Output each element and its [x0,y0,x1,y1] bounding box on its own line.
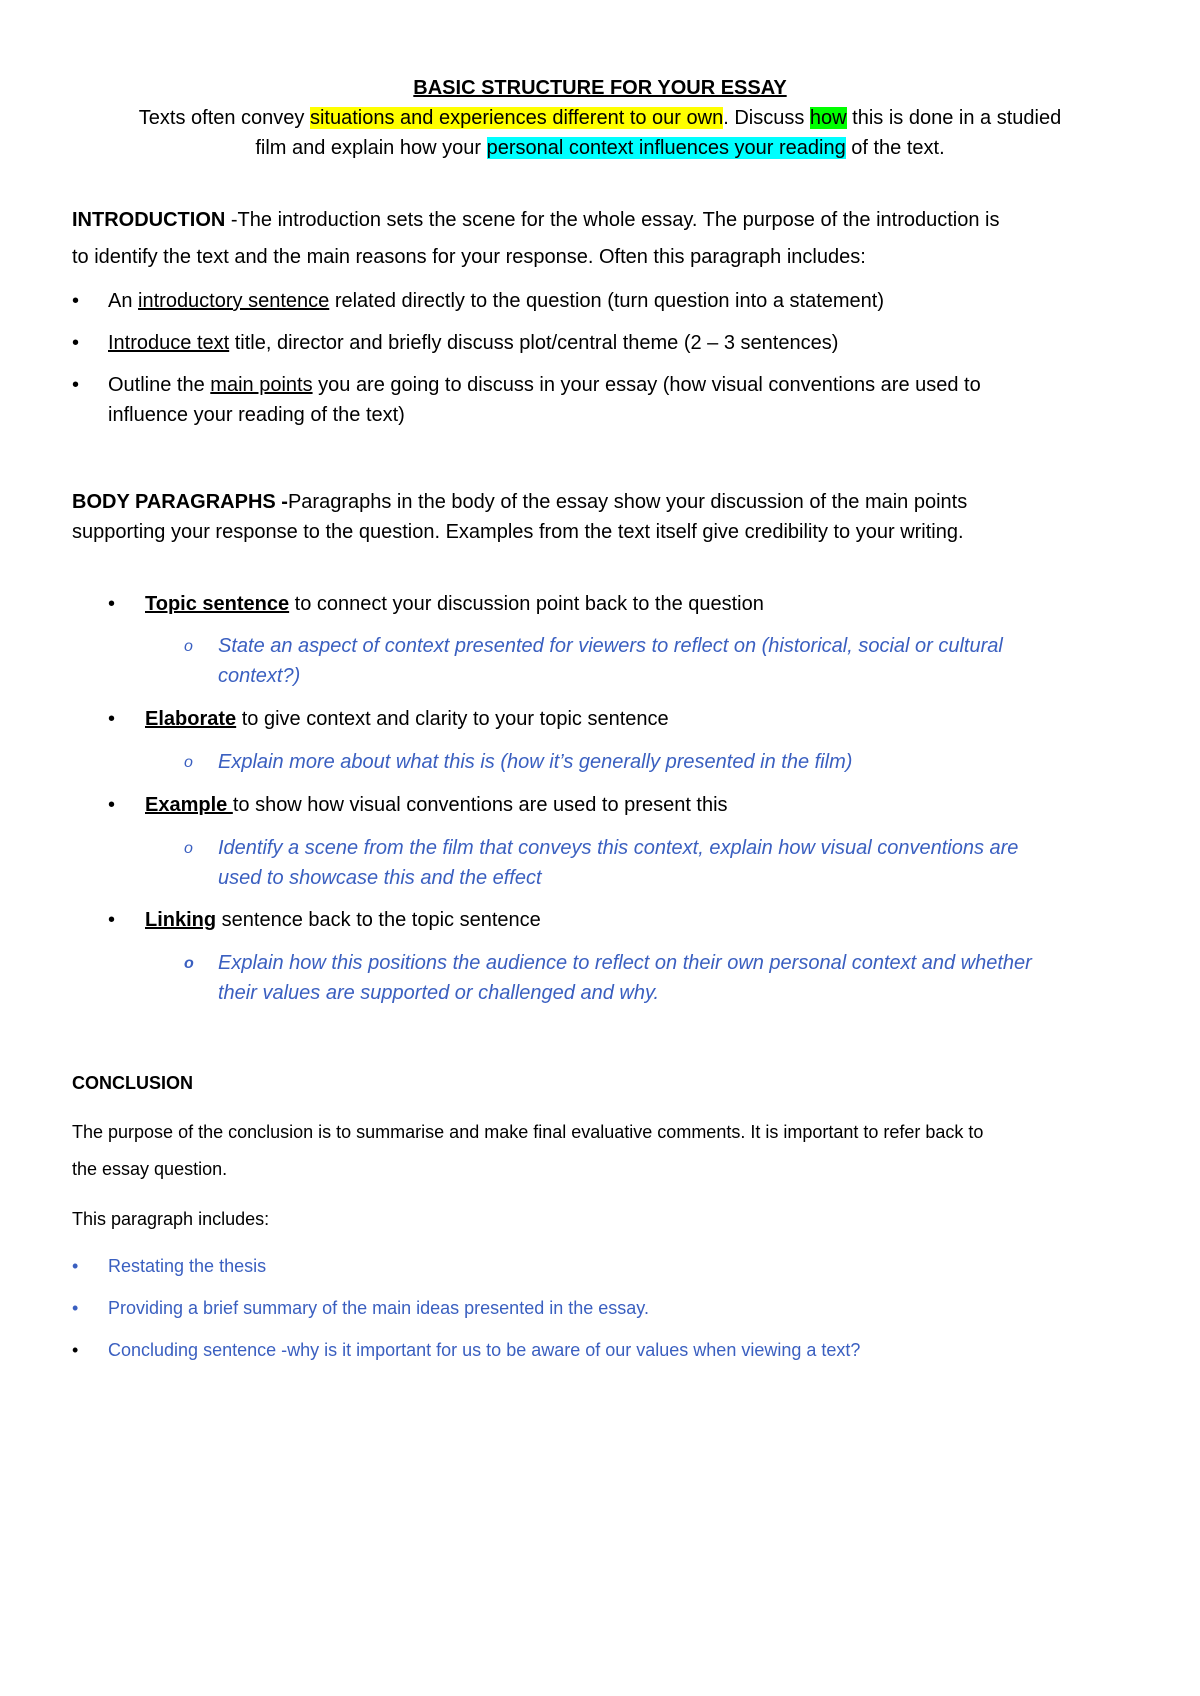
intro-bullet-2 [108,329,838,357]
introduction-paragraph [72,206,999,234]
conclusion-text-line-2: the essay question. [72,1159,228,1179]
circle-bullet-icon: o [184,754,193,771]
conclusion-bullet-1: Restating the thesis [108,1256,267,1276]
sub-item-text: Explain how this positions the audience to reflect on their own personal context and whether [218,952,1032,974]
intro-bullet-1 [108,287,884,315]
item-text: to give context and clarity to your topic sentence [236,708,669,730]
prompt-line-1 [0,104,1200,132]
bullet-icon: • [72,290,80,312]
intro-bullet-3-cont: influence your reading of the text) [108,404,405,426]
bullet-text: An [108,290,139,312]
bullet-icon: • [108,593,116,615]
page-title: BASIC STRUCTURE FOR YOUR ESSAY [413,77,787,99]
sub-item-text-cont: their values are supported or challenged and why. [218,982,660,1004]
bullet-text: title, director and briefly discuss plot/central theme (2 – 3 sentences) [229,332,839,354]
intro-bullet-3 [108,371,981,399]
bullet-text: related directly to the question (turn question into a statement) [329,290,885,312]
bullet-icon: • [72,1298,79,1318]
item-text: to connect your discussion point back to the question [289,593,764,615]
bullet-icon: • [72,374,80,396]
bullet-icon: • [72,332,80,354]
conclusion-bullet-2: Providing a brief summary of the main ideas presented in the essay. [108,1298,649,1318]
sub-item-text: Explain more about what this is (how it’s generally presented in the film) [218,751,853,773]
body-text-line-2: supporting your response to the question. Examples from the text itself give credibility to your writing. [72,521,964,543]
body-item-topic-sentence [145,590,764,618]
bullet-icon: • [108,708,116,730]
highlight-cyan: personal context influences your reading [486,137,846,159]
conclusion-heading: CONCLUSION [72,1073,193,1093]
sub-item-text-cont: used to showcase this and the effect [218,867,542,889]
body-item-linking [145,906,541,934]
circle-bullet-icon: o [184,955,194,972]
item-text: sentence back to the topic sentence [216,909,541,931]
sub-item-text-cont: context?) [218,665,301,687]
body-item-elaborate [145,705,669,733]
conclusion-bullet-3: Concluding sentence -why is it important for us to be aware of our values when viewing a text? [108,1340,861,1360]
bullet-underlined: introductory sentence [138,290,330,312]
highlight-green: how [809,107,847,129]
conclusion-includes: This paragraph includes: [72,1209,270,1229]
introduction-heading: INTRODUCTION [72,209,226,231]
prompt-text: film and explain how your [255,137,487,159]
prompt-text: . Discuss [723,107,810,129]
body-paragraph [72,488,967,516]
sub-item-text: Identify a scene from the film that conveys this context, explain how visual conventions are [218,837,1019,859]
body-item-example [145,791,728,819]
conclusion-text: The purpose of the conclusion is to summarise and make final evaluative comments. It is important to refer back to [72,1122,984,1142]
bullet-underlined: main points [210,374,313,396]
item-label: Linking [145,909,217,931]
bullet-underlined: Introduce text [108,332,230,354]
body-text: Paragraphs in the body of the essay show your discussion of the main points [287,491,968,513]
introduction-text-line-2: to identify the text and the main reasons for your response. Often this paragraph includes: [72,246,866,268]
circle-bullet-icon: o [184,638,193,655]
sub-item-text: State an aspect of context presented for viewers to reflect on (historical, social or cultural [218,635,1003,657]
bullet-text: you are going to discuss in your essay (how visual conventions are used to [312,374,981,396]
bullet-text: Outline the [108,374,211,396]
bullet-icon: • [72,1256,79,1276]
circle-bullet-icon: o [184,840,193,857]
highlight-yellow: situations and experiences different to our own [309,107,724,129]
item-label: Example [145,794,233,816]
prompt-line-2 [0,134,1200,162]
prompt-text: this is done in a studied [846,107,1062,129]
prompt-text: of the text. [845,137,945,159]
item-label: Elaborate [145,708,237,730]
bullet-icon: • [108,794,116,816]
item-label: Topic sentence [145,593,290,615]
item-text: to show how visual conventions are used to present this [232,794,728,816]
bullet-icon: • [72,1340,79,1360]
body-heading: BODY PARAGRAPHS - [72,491,288,513]
prompt-text: Texts often convey [138,107,310,129]
introduction-text: -The introduction sets the scene for the whole essay. The purpose of the introduction is [225,209,1000,231]
bullet-icon: • [108,909,116,931]
